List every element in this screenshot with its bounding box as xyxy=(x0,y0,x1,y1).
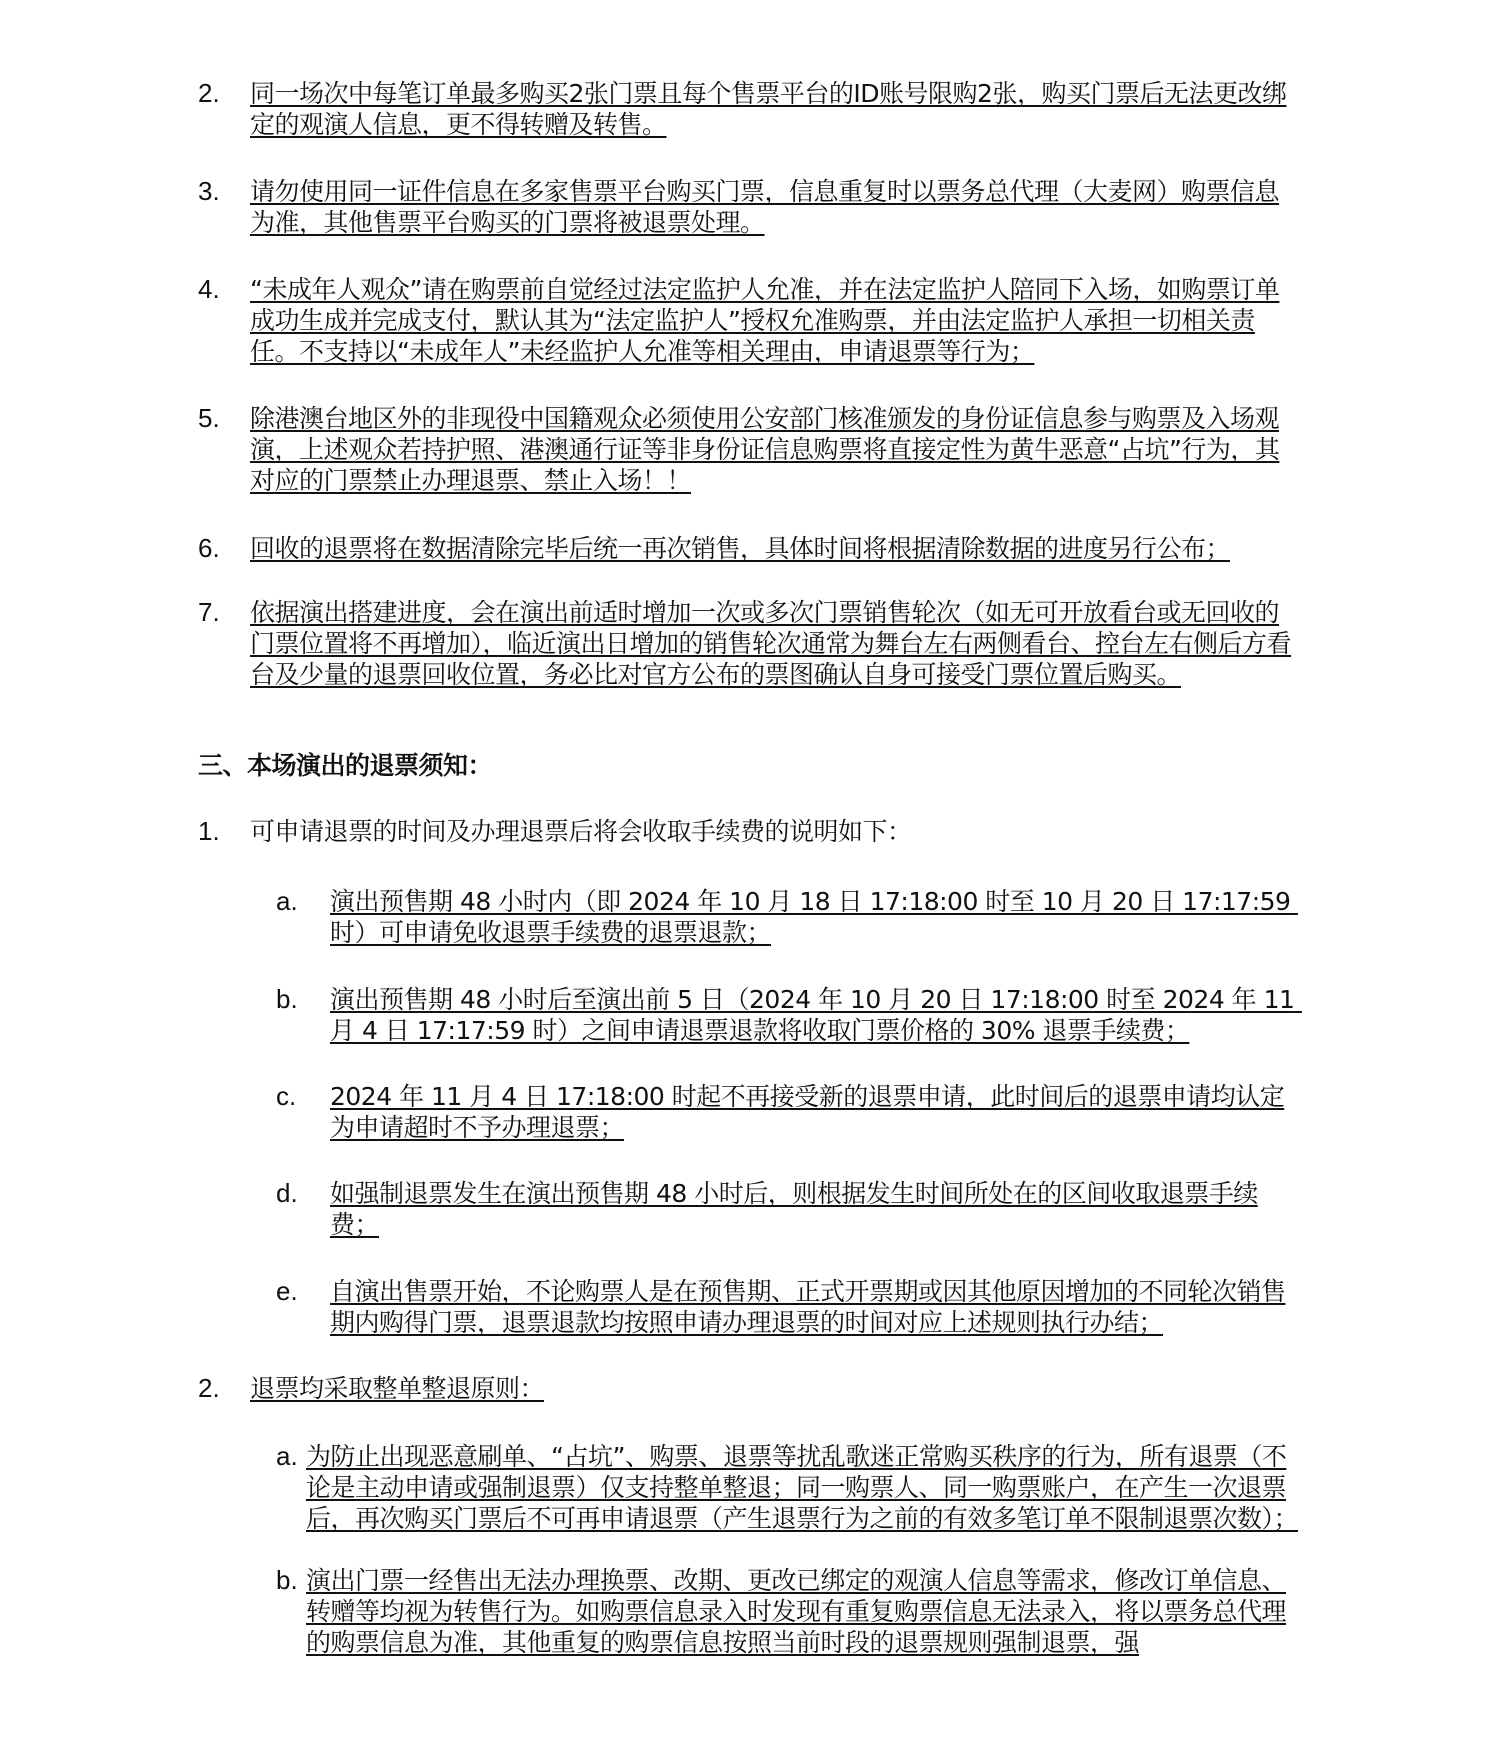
sub-list-text: 如强制退票发生在演出预售期 48 小时后，则根据发生时间所处在的区间收取退票手续费； xyxy=(330,1179,1258,1239)
sub-list-text: 演出门票一经售出无法办理换票、改期、更改已绑定的观演人信息等需求，修改订单信息、转赠等均视为转售行为。如购票信息录入时发现有重复购票信息无法录入，将以票务总代理的购票信息为准，其他重复的购票信息按照当前时段的退票规则强制退票，强 xyxy=(306,1566,1287,1657)
list-number: 2. xyxy=(198,78,220,108)
list-text: 依据演出搭建进度，会在演出前适时增加一次或多次门票销售轮次（如无可开放看台或无回收的门票位置将不再增加），临近演出日增加的销售轮次通常为舞台左右两侧看台、控台左右侧后方看台及少量的退票回收位置，务必比对官方公布的票图确认自身可接受门票位置后购买。 xyxy=(250,598,1292,689)
list-number: 7. xyxy=(198,597,220,627)
sub-list-text: 自演出售票开始，不论购票人是在预售期、正式开票期或因其他原因增加的不同轮次销售期内购得门票，退票退款均按照申请办理退票的时间对应上述规则执行办结； xyxy=(330,1277,1286,1337)
list-number: 3. xyxy=(198,176,220,206)
sub-list-label: a. xyxy=(276,1441,298,1471)
list-number: 5. xyxy=(198,403,220,433)
list-text: 退票均采取整单整退原则： xyxy=(250,1374,545,1403)
sub-list-text: 为防止出现恶意刷单、“占坑”、购票、退票等扰乱歌迷正常购买秩序的行为，所有退票（不论是主动申请或强制退票）仅支持整单整退；同一购票人、同一购票账户，在产生一次退票后，再次购买门票后不可再申请退票（产生退票行为之前的有效多笔订单不限制退票次数）； xyxy=(306,1442,1299,1533)
sub-list-label: c. xyxy=(276,1081,297,1111)
sub-list-text: 2024 年 11 月 4 日 17:18:00 时起不再接受新的退票申请，此时间后的退票申请均认定为申请超时不予办理退票； xyxy=(330,1082,1285,1142)
list-text: 回收的退票将在数据清除完毕后统一再次销售，具体时间将根据清除数据的进度另行公布； xyxy=(250,534,1231,563)
list-number: 1. xyxy=(198,816,220,846)
sub-list-text: 演出预售期 48 小时内（即 2024 年 10 月 18 日 17:18:00 时至 10 月 20 日 17:17:59 时）可申请免收退票手续费的退票退款； xyxy=(330,887,1298,947)
list-number: 6. xyxy=(198,533,220,563)
list-text: “未成年人观众”请在购票前自觉经过法定监护人允准，并在法定监护人陪同下入场，如购票订单成功生成并完成支付，默认其为“法定监护人”授权允准购票，并由法定监护人承担一切相关责任。不支持以“未成年人”未经监护人允准等相关理由，申请退票等行为； xyxy=(250,275,1280,366)
section-heading: 三、本场演出的退票须知： xyxy=(198,751,493,780)
list-text: 可申请退票的时间及办理退票后将会收取手续费的说明如下： xyxy=(250,817,912,846)
sub-list-label: b. xyxy=(276,1565,298,1595)
list-number: 4. xyxy=(198,274,220,304)
list-text: 除港澳台地区外的非现役中国籍观众必须使用公安部门核准颁发的身份证信息参与购票及入场观演，上述观众若持护照、港澳通行证等非身份证信息购票将直接定性为黄牛恶意“占坑”行为，其对应的门票禁止办理退票、禁止入场！！ xyxy=(250,404,1280,495)
sub-list-label: a. xyxy=(276,886,298,916)
sub-list-label: b. xyxy=(276,984,298,1014)
sub-list-text: 演出预售期 48 小时后至演出前 5 日（2024 年 10 月 20 日 17:18:00 时至 2024 年 11 月 4 日 17:17:59 时）之间申请退票退款将收取门票价格的 30% 退票手续费； xyxy=(330,985,1302,1045)
list-text: 请勿使用同一证件信息在多家售票平台购买门票，信息重复时以票务总代理（大麦网）购票信息为准，其他售票平台购买的门票将被退票处理。 xyxy=(250,177,1280,237)
list-text: 同一场次中每笔订单最多购买2张门票且每个售票平台的ID账号限购2张，购买门票后无法更改绑定的观演人信息，更不得转赠及转售。 xyxy=(250,79,1287,139)
list-number: 2. xyxy=(198,1373,220,1403)
sub-list-label: e. xyxy=(276,1276,298,1306)
sub-list-label: d. xyxy=(276,1178,298,1208)
